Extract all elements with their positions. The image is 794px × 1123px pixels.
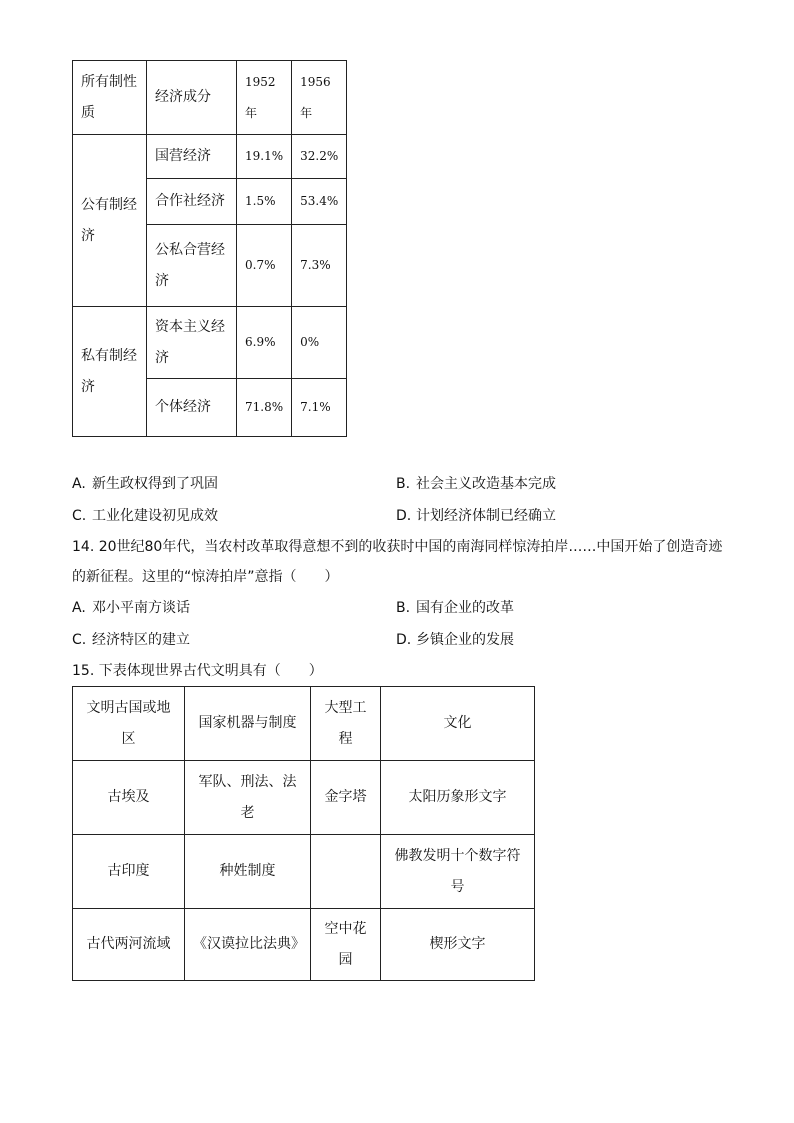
civilization-table bbox=[72, 686, 535, 981]
value-cell: 19.1% bbox=[237, 135, 292, 179]
value-cell: 6.9% bbox=[237, 307, 292, 379]
table-cell: 太阳历象形文字 bbox=[381, 761, 535, 835]
table-row bbox=[73, 135, 347, 179]
option-letter: B. bbox=[396, 600, 411, 616]
table-cell: 古印度 bbox=[73, 835, 185, 909]
option-letter: D. bbox=[396, 508, 412, 524]
header-cell: 1952年 bbox=[237, 61, 292, 135]
option-text: 社会主义改造基本完成 bbox=[416, 476, 556, 492]
value-cell: 1.5% bbox=[237, 179, 292, 225]
option-text: 乡镇企业的发展 bbox=[416, 632, 514, 648]
component-cell: 个体经济 bbox=[147, 379, 237, 437]
option-text: 国有企业的改革 bbox=[416, 600, 514, 616]
option-a[interactable] bbox=[72, 474, 218, 494]
header-cell: 1956年 bbox=[292, 61, 347, 135]
table-cell: 《汉谟拉比法典》 bbox=[185, 909, 311, 981]
table-header-row bbox=[73, 687, 535, 761]
group-cell: 公有制经济 bbox=[73, 135, 147, 307]
table-cell: 佛教发明十个数字符号 bbox=[381, 835, 535, 909]
option-text: 计划经济体制已经确立 bbox=[416, 508, 556, 524]
option-letter: C. bbox=[72, 632, 87, 648]
option-letter: A. bbox=[72, 476, 86, 492]
table-cell bbox=[311, 835, 381, 909]
q15-stem: 15. 下表体现世界古代文明具有（ ） bbox=[72, 663, 323, 679]
table-cell: 军队、刑法、法老 bbox=[185, 761, 311, 835]
option-c[interactable] bbox=[72, 506, 218, 526]
q14-option-c[interactable] bbox=[72, 630, 190, 650]
value-cell: 0% bbox=[292, 307, 347, 379]
option-text: 新生政权得到了巩固 bbox=[92, 476, 218, 492]
table-row bbox=[73, 909, 535, 981]
header-cell: 文明古国或地区 bbox=[73, 687, 185, 761]
q14-option-a[interactable] bbox=[72, 598, 190, 618]
group-cell: 私有制经济 bbox=[73, 307, 147, 437]
value-cell: 7.3% bbox=[292, 225, 347, 307]
option-b[interactable] bbox=[396, 474, 556, 494]
value-cell: 0.7% bbox=[237, 225, 292, 307]
header-cell: 国家机器与制度 bbox=[185, 687, 311, 761]
table-row bbox=[73, 835, 535, 909]
value-cell: 71.8% bbox=[237, 379, 292, 437]
component-cell: 合作社经济 bbox=[147, 179, 237, 225]
header-cell: 所有制性质 bbox=[73, 61, 147, 135]
component-cell: 国营经济 bbox=[147, 135, 237, 179]
q14-stem-line1: 14. 20世纪80年代，当农村改革取得意想不到的收获时中国的南海同样惊涛拍岸……中国开始了创造奇迹 bbox=[72, 539, 723, 555]
header-cell: 经济成分 bbox=[147, 61, 237, 135]
option-text: 邓小平南方谈话 bbox=[92, 600, 190, 616]
ownership-table bbox=[72, 60, 347, 437]
value-cell: 32.2% bbox=[292, 135, 347, 179]
table-cell: 空中花园 bbox=[311, 909, 381, 981]
q14-option-b[interactable] bbox=[396, 598, 514, 618]
component-cell: 资本主义经济 bbox=[147, 307, 237, 379]
header-cell: 文化 bbox=[381, 687, 535, 761]
value-cell: 7.1% bbox=[292, 379, 347, 437]
q14-option-d[interactable] bbox=[396, 630, 514, 650]
option-letter: B. bbox=[396, 476, 411, 492]
table-row bbox=[73, 307, 347, 379]
table-cell: 古埃及 bbox=[73, 761, 185, 835]
table-cell: 种姓制度 bbox=[185, 835, 311, 909]
table-row bbox=[73, 761, 535, 835]
option-letter: C. bbox=[72, 508, 87, 524]
header-cell: 大型工程 bbox=[311, 687, 381, 761]
table-cell: 金字塔 bbox=[311, 761, 381, 835]
option-text: 经济特区的建立 bbox=[92, 632, 190, 648]
option-letter: D. bbox=[396, 632, 412, 648]
option-letter: A. bbox=[72, 600, 86, 616]
option-text: 工业化建设初见成效 bbox=[92, 508, 218, 524]
component-cell: 公私合营经济 bbox=[147, 225, 237, 307]
table-cell: 古代两河流域 bbox=[73, 909, 185, 981]
value-cell: 53.4% bbox=[292, 179, 347, 225]
table-cell: 楔形文字 bbox=[381, 909, 535, 981]
table-header-row bbox=[73, 61, 347, 135]
q14-stem-line2: 的新征程。这里的“惊涛拍岸”意指（ ） bbox=[72, 569, 339, 585]
option-d[interactable] bbox=[396, 506, 556, 526]
